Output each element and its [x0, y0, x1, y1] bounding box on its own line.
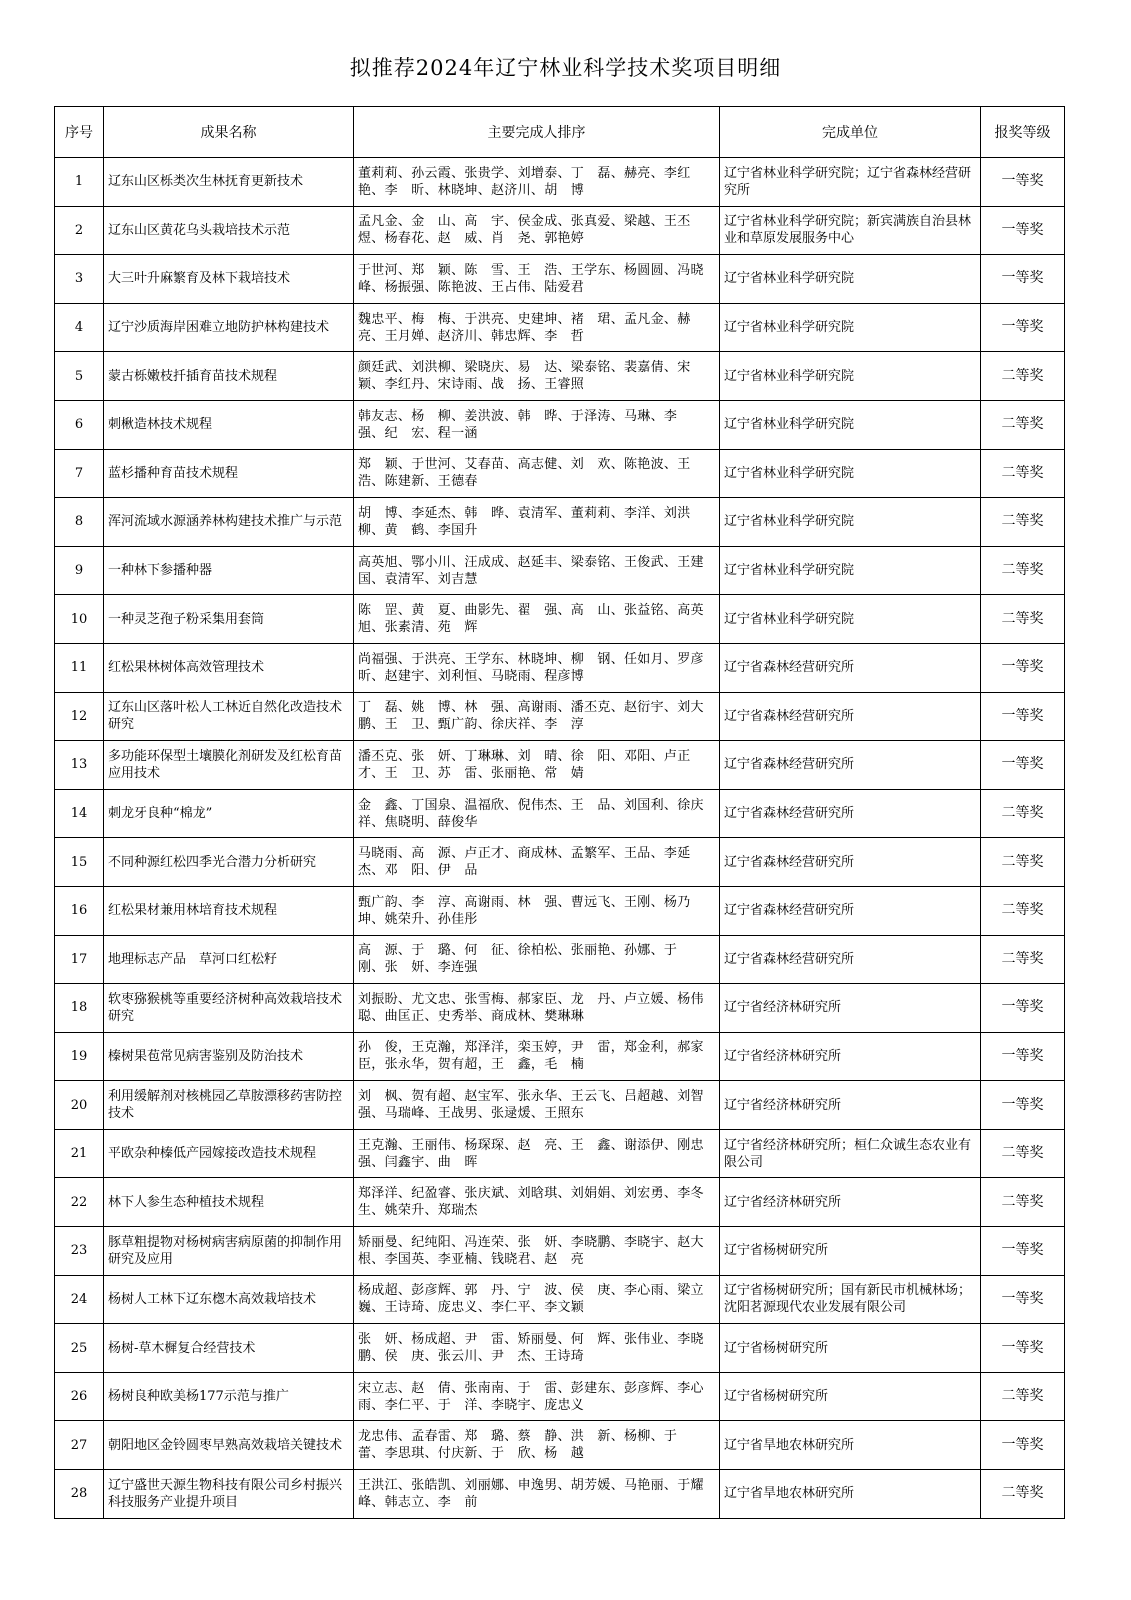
row-level: 一等奖: [981, 158, 1065, 207]
table-row: [55, 1178, 1065, 1227]
table-row: [55, 741, 1065, 790]
table-row: [55, 255, 1065, 304]
table-row: [55, 1032, 1065, 1081]
row-name: 地理标志产品 草河口红松籽: [104, 935, 354, 984]
row-no: 25: [55, 1324, 104, 1373]
table-row: [55, 1227, 1065, 1276]
row-no: 3: [55, 255, 104, 304]
row-name: 杨树-草木樨复合经营技术: [104, 1324, 354, 1373]
row-people: 胡 博、李延杰、韩 晔、袁清军、董莉莉、李洋、刘洪柳、黄 鹤、李国升: [354, 498, 720, 547]
row-unit: 辽宁省林业科学研究院: [720, 546, 981, 595]
row-no: 17: [55, 935, 104, 984]
row-people: 陈 罡、黄 夏、曲影先、翟 强、高 山、张益铭、高英旭、张素清、苑 辉: [354, 595, 720, 644]
row-name: 多功能环保型土壤膜化剂研发及红松育苗应用技术: [104, 741, 354, 790]
row-unit: 辽宁省杨树研究所；国有新民市机械林场；沈阳茗源现代农业发展有限公司: [720, 1275, 981, 1324]
row-no: 7: [55, 449, 104, 498]
row-unit: 辽宁省林业科学研究院: [720, 303, 981, 352]
row-people: 宋立志、赵 倩、张南南、于 雷、彭建东、彭彦辉、李心雨、李仁平、于 洋、李晓宇、庞忠义: [354, 1372, 720, 1421]
row-people: 王克瀚、王丽伟、杨琛琛、赵 亮、王 鑫、谢添伊、刚忠强、闫鑫宇、曲 晖: [354, 1129, 720, 1178]
row-level: 二等奖: [981, 449, 1065, 498]
row-name: 利用缓解剂对核桃园乙草胺漂移药害防控技术: [104, 1081, 354, 1130]
row-unit: 辽宁省林业科学研究院；新宾满族自治县林业和草原发展服务中心: [720, 206, 981, 255]
row-people: 于世河、郑 颖、陈 雪、王 浩、王学东、杨圆圆、冯晓峰、杨振强、陈艳波、王占伟、陆爱君: [354, 255, 720, 304]
row-no: 18: [55, 984, 104, 1033]
row-unit: 辽宁省森林经营研究所: [720, 935, 981, 984]
row-level: 二等奖: [981, 886, 1065, 935]
row-name: 辽东山区栎类次生林抚育更新技术: [104, 158, 354, 207]
row-unit: 辽宁省旱地农林研究所: [720, 1470, 981, 1519]
row-unit: 辽宁省林业科学研究院: [720, 498, 981, 547]
table-row: [55, 303, 1065, 352]
row-no: 21: [55, 1129, 104, 1178]
row-name: 蓝杉播种育苗技术规程: [104, 449, 354, 498]
row-name: 刺楸造林技术规程: [104, 400, 354, 449]
row-level: 一等奖: [981, 692, 1065, 741]
row-level: 二等奖: [981, 789, 1065, 838]
row-people: 魏忠平、梅 梅、于洪亮、史建坤、褚 珺、孟凡金、赫 亮、王月婵、赵济川、韩忠辉、李 哲: [354, 303, 720, 352]
row-level: 二等奖: [981, 935, 1065, 984]
header-level: 报奖等级: [981, 107, 1065, 158]
row-level: 一等奖: [981, 643, 1065, 692]
table-row: [55, 1372, 1065, 1421]
row-no: 6: [55, 400, 104, 449]
row-level: 一等奖: [981, 1227, 1065, 1276]
table-row: [55, 1129, 1065, 1178]
row-no: 1: [55, 158, 104, 207]
row-people: 王洪江、张皓凯、刘丽娜、申逸男、胡芳媛、马艳丽、于耀峰、韩志立、李 前: [354, 1470, 720, 1519]
row-name: 平欧杂种榛低产园嫁接改造技术规程: [104, 1129, 354, 1178]
row-unit: 辽宁省经济林研究所: [720, 1178, 981, 1227]
row-no: 13: [55, 741, 104, 790]
row-name: 林下人参生态种植技术规程: [104, 1178, 354, 1227]
table-row: [55, 692, 1065, 741]
row-name: 刺龙牙良种“棉龙”: [104, 789, 354, 838]
row-name: 不同种源红松四季光合潜力分析研究: [104, 838, 354, 887]
row-no: 27: [55, 1421, 104, 1470]
row-level: 二等奖: [981, 1470, 1065, 1519]
row-level: 二等奖: [981, 1372, 1065, 1421]
row-level: 二等奖: [981, 546, 1065, 595]
row-no: 2: [55, 206, 104, 255]
row-no: 22: [55, 1178, 104, 1227]
row-level: 一等奖: [981, 1421, 1065, 1470]
row-level: 二等奖: [981, 352, 1065, 401]
row-no: 12: [55, 692, 104, 741]
row-level: 二等奖: [981, 1178, 1065, 1227]
table-row: [55, 449, 1065, 498]
row-level: 二等奖: [981, 400, 1065, 449]
table-row: [55, 206, 1065, 255]
row-name: 辽宁沙质海岸困难立地防护林构建技术: [104, 303, 354, 352]
row-unit: 辽宁省林业科学研究院: [720, 255, 981, 304]
awards-table: [54, 106, 1065, 1519]
row-name: 榛树果苞常见病害鉴别及防治技术: [104, 1032, 354, 1081]
table-row: [55, 886, 1065, 935]
row-unit: 辽宁省森林经营研究所: [720, 741, 981, 790]
table-row: [55, 1324, 1065, 1373]
table-row: [55, 1421, 1065, 1470]
row-level: 一等奖: [981, 303, 1065, 352]
row-people: 郑泽洋、纪盈睿、张庆斌、刘晗琪、刘娟娟、刘宏勇、李冬生、姚荣升、郑瑞杰: [354, 1178, 720, 1227]
row-no: 8: [55, 498, 104, 547]
row-no: 19: [55, 1032, 104, 1081]
row-no: 11: [55, 643, 104, 692]
row-level: 一等奖: [981, 1081, 1065, 1130]
table-row: [55, 984, 1065, 1033]
row-unit: 辽宁省森林经营研究所: [720, 692, 981, 741]
table-row: [55, 1081, 1065, 1130]
row-no: 23: [55, 1227, 104, 1276]
row-name: 红松果林树体高效管理技术: [104, 643, 354, 692]
row-name: 大三叶升麻繁育及林下栽培技术: [104, 255, 354, 304]
row-unit: 辽宁省经济林研究所: [720, 1081, 981, 1130]
row-level: 一等奖: [981, 741, 1065, 790]
row-level: 二等奖: [981, 1129, 1065, 1178]
row-unit: 辽宁省森林经营研究所: [720, 838, 981, 887]
row-name: 浑河流域水源涵养林构建技术推广与示范: [104, 498, 354, 547]
table-header-row: [55, 107, 1065, 158]
row-unit: 辽宁省林业科学研究院: [720, 352, 981, 401]
row-people: 刘 枫、贺有超、赵宝军、张永华、王云飞、吕超越、刘智强、马瑞峰、王战男、张逯煖、王照东: [354, 1081, 720, 1130]
row-unit: 辽宁省林业科学研究院: [720, 449, 981, 498]
header-unit: 完成单位: [720, 107, 981, 158]
table-row: [55, 838, 1065, 887]
row-no: 24: [55, 1275, 104, 1324]
table-row: [55, 595, 1065, 644]
row-people: 龙忠伟、孟春雷、郑 璐、蔡 静、洪 新、杨柳、于 蕾、李思琪、付庆新、于 欣、杨 越: [354, 1421, 720, 1470]
row-no: 4: [55, 303, 104, 352]
row-level: 二等奖: [981, 498, 1065, 547]
row-unit: 辽宁省杨树研究所: [720, 1372, 981, 1421]
row-no: 20: [55, 1081, 104, 1130]
row-unit: 辽宁省林业科学研究院: [720, 400, 981, 449]
row-people: 刘振盼、尤文忠、张雪梅、郝家臣、龙 丹、卢立媛、杨伟聪、曲匡正、史秀举、商成林、樊琳琳: [354, 984, 720, 1033]
table-row: [55, 643, 1065, 692]
row-people: 马晓雨、高 源、卢正才、商成林、孟繁军、王品、李延杰、邓 阳、伊 品: [354, 838, 720, 887]
row-unit: 辽宁省杨树研究所: [720, 1324, 981, 1373]
row-unit: 辽宁省经济林研究所；桓仁众诚生态农业有限公司: [720, 1129, 981, 1178]
table-row: [55, 498, 1065, 547]
header-name: 成果名称: [104, 107, 354, 158]
header-people: 主要完成人排序: [354, 107, 720, 158]
row-unit: 辽宁省森林经营研究所: [720, 886, 981, 935]
table-row: [55, 400, 1065, 449]
table-row: [55, 1275, 1065, 1324]
row-unit: 辽宁省经济林研究所: [720, 984, 981, 1033]
row-unit: 辽宁省林业科学研究院: [720, 595, 981, 644]
row-unit: 辽宁省森林经营研究所: [720, 789, 981, 838]
table-row: [55, 789, 1065, 838]
row-level: 二等奖: [981, 838, 1065, 887]
row-level: 一等奖: [981, 206, 1065, 255]
row-people: 杨成超、彭彦辉、郭 丹、宁 波、侯 庚、李心雨、梁立巍、王诗琦、庞忠义、李仁平、李文颖: [354, 1275, 720, 1324]
page-title: 拟推荐2024年辽宁林业科学技术奖项目明细: [349, 56, 782, 80]
table-row: [55, 1470, 1065, 1519]
row-name: 辽宁盛世天源生物科技有限公司乡村振兴科技服务产业提升项目: [104, 1470, 354, 1519]
row-people: 丁 磊、姚 博、林 强、高谢雨、潘丕克、赵衍宇、刘大鹏、王 卫、甄广韵、徐庆祥、李 淳: [354, 692, 720, 741]
row-unit: 辽宁省经济林研究所: [720, 1032, 981, 1081]
row-people: 金 鑫、丁国泉、温福欣、倪伟杰、王 品、刘国利、徐庆祥、焦晓明、薛俊华: [354, 789, 720, 838]
row-level: 一等奖: [981, 1275, 1065, 1324]
row-no: 14: [55, 789, 104, 838]
row-level: 一等奖: [981, 1324, 1065, 1373]
row-name: 豚草粗提物对杨树病害病原菌的抑制作用研究及应用: [104, 1227, 354, 1276]
table-row: [55, 158, 1065, 207]
row-people: 董莉莉、孙云霞、张贵学、刘增泰、丁 磊、赫亮、李红艳、李 昕、林晓坤、赵济川、胡 博: [354, 158, 720, 207]
row-level: 一等奖: [981, 255, 1065, 304]
row-people: 张 妍、杨成超、尹 雷、矫丽曼、何 辉、张伟业、李晓鹏、侯 庚、张云川、尹 杰、王诗琦: [354, 1324, 720, 1373]
table-row: [55, 352, 1065, 401]
row-level: 二等奖: [981, 595, 1065, 644]
row-name: 一种灵芝孢子粉采集用套筒: [104, 595, 354, 644]
row-no: 28: [55, 1470, 104, 1519]
row-name: 杨树良种欧美杨177示范与推广: [104, 1372, 354, 1421]
row-name: 一种林下参播种器: [104, 546, 354, 595]
row-name: 软枣猕猴桃等重要经济树种高效栽培技术研究: [104, 984, 354, 1033]
row-name: 辽东山区落叶松人工林近自然化改造技术研究: [104, 692, 354, 741]
header-no: 序号: [55, 107, 104, 158]
row-name: 杨树人工林下辽东楤木高效栽培技术: [104, 1275, 354, 1324]
table-row: [55, 546, 1065, 595]
row-unit: 辽宁省森林经营研究所: [720, 643, 981, 692]
row-no: 10: [55, 595, 104, 644]
row-people: 甄广韵、李 淳、高谢雨、林 强、曹远飞、王刚、杨乃坤、姚荣升、孙佳彤: [354, 886, 720, 935]
row-people: 尚福强、于洪亮、王学东、林晓坤、柳 钢、任如月、罗彦昕、赵建宇、刘利恒、马晓雨、程彦博: [354, 643, 720, 692]
row-no: 16: [55, 886, 104, 935]
row-unit: 辽宁省林业科学研究院；辽宁省森林经营研究所: [720, 158, 981, 207]
row-people: 孙 俊，王克瀚，郑泽洋，栾玉婷，尹 雷，郑金利，郝家臣，张永华，贺有超，王 鑫，毛 楠: [354, 1032, 720, 1081]
row-people: 郑 颖、于世河、艾春苗、高志健、刘 欢、陈艳波、王 浩、陈建新、王德春: [354, 449, 720, 498]
row-name: 红松果材兼用林培育技术规程: [104, 886, 354, 935]
row-name: 蒙古栎嫩枝扦插育苗技术规程: [104, 352, 354, 401]
row-level: 一等奖: [981, 984, 1065, 1033]
row-people: 孟凡金、金 山、高 宇、侯金成、张真爱、梁越、王丕煜、杨春花、赵 威、肖 尧、郭艳婷: [354, 206, 720, 255]
row-people: 矫丽曼、纪纯阳、冯连荣、张 妍、李晓鹏、李晓宇、赵大根、李国英、李亚楠、钱晓君、赵 亮: [354, 1227, 720, 1276]
row-people: 高英旭、鄂小川、汪成成、赵延丰、梁泰铭、王俊武、王建国、袁清军、刘吉慧: [354, 546, 720, 595]
row-unit: 辽宁省旱地农林研究所: [720, 1421, 981, 1470]
row-level: 一等奖: [981, 1032, 1065, 1081]
row-no: 26: [55, 1372, 104, 1421]
table-row: [55, 935, 1065, 984]
row-name: 辽东山区黄花乌头栽培技术示范: [104, 206, 354, 255]
row-people: 高 源、于 璐、何 征、徐柏松、张丽艳、孙娜、于 刚、张 妍、李连强: [354, 935, 720, 984]
row-unit: 辽宁省杨树研究所: [720, 1227, 981, 1276]
row-no: 5: [55, 352, 104, 401]
row-no: 15: [55, 838, 104, 887]
row-name: 朝阳地区金铃圆枣早熟高效栽培关键技术: [104, 1421, 354, 1470]
row-people: 潘丕克、张 妍、丁琳琳、刘 晴、徐 阳、邓阳、卢正才、王 卫、苏 雷、张丽艳、常 婧: [354, 741, 720, 790]
row-people: 韩友志、杨 柳、姜洪波、韩 晔、于泽涛、马琳、李 强、纪 宏、程一涵: [354, 400, 720, 449]
row-people: 颜廷武、刘洪柳、梁晓庆、易 达、梁泰铭、裴嘉倩、宋 颖、李红丹、宋诗雨、战 扬、王睿照: [354, 352, 720, 401]
row-no: 9: [55, 546, 104, 595]
